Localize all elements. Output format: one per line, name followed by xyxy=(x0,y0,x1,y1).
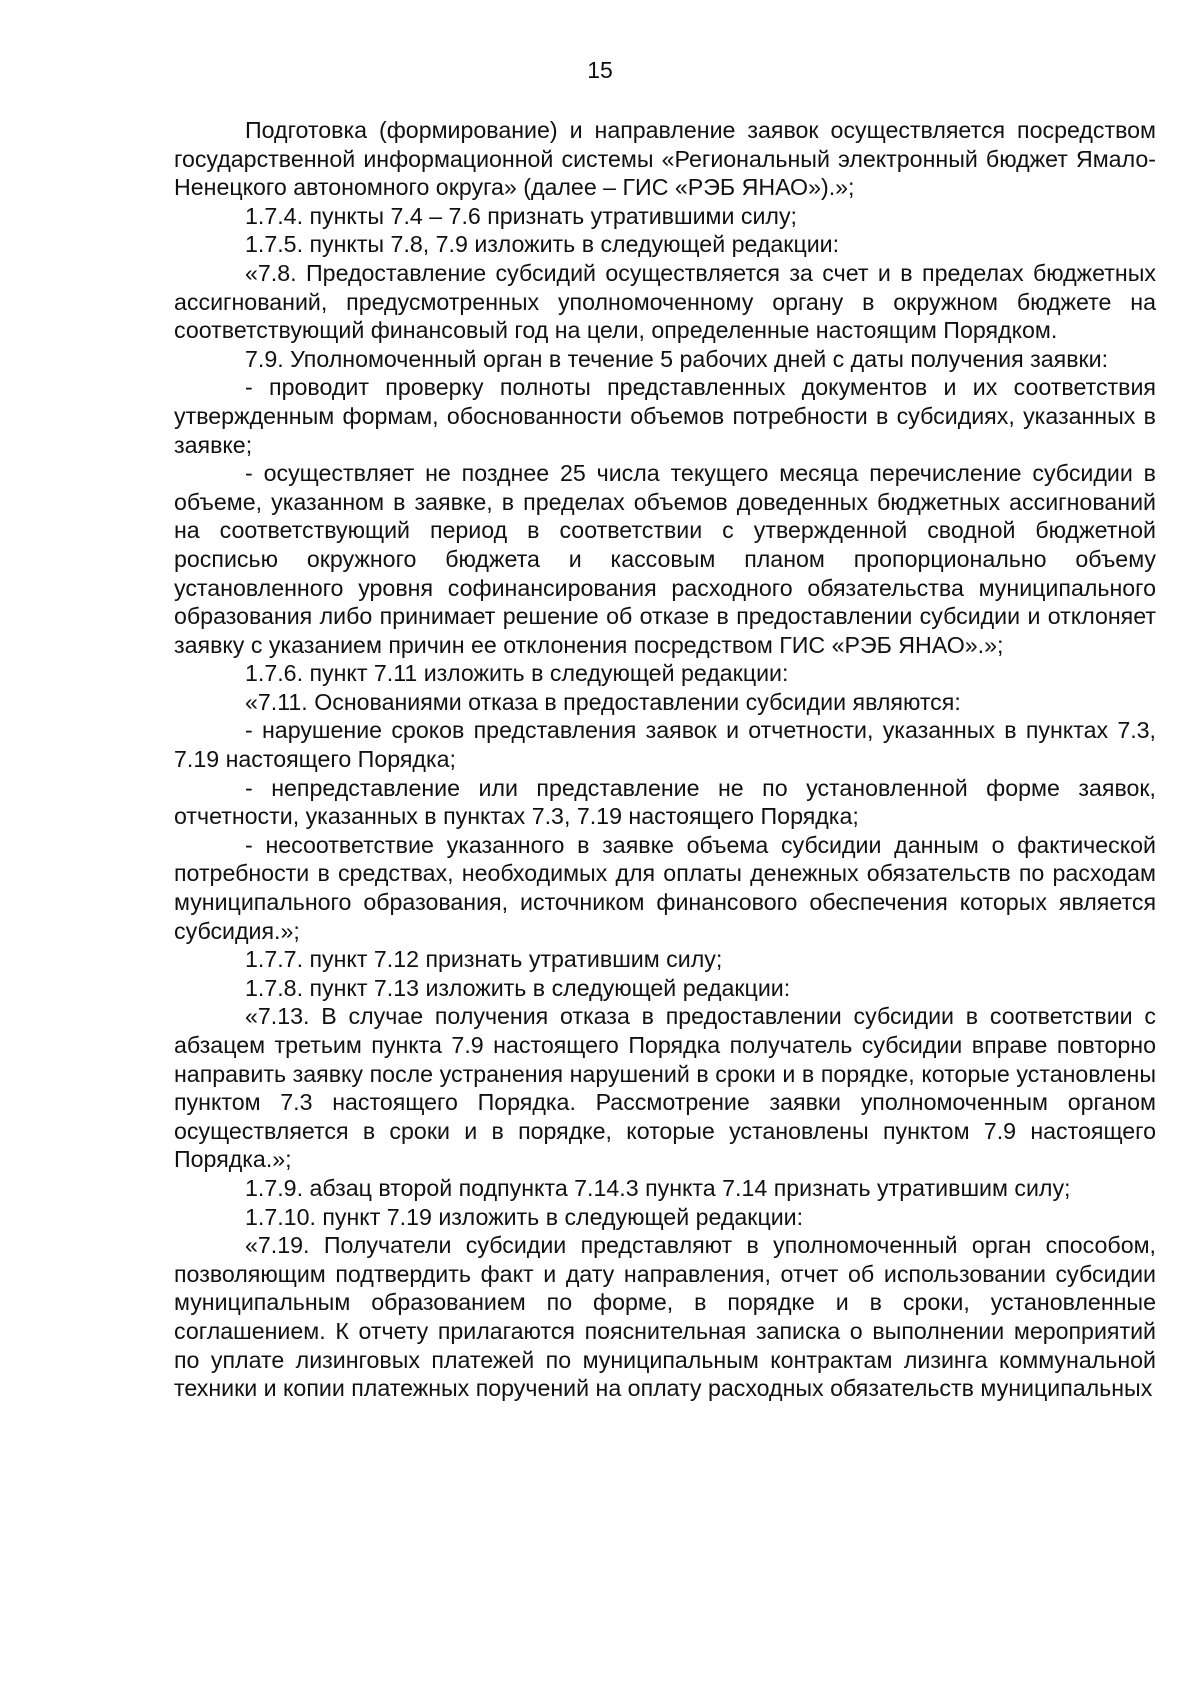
paragraph: 1.7.4. пункты 7.4 – 7.6 признать утратившими силу; xyxy=(245,202,797,229)
paragraph: Подготовка (формирование) и направление заявок осуществляется посредством государственной информационной системы «Региональный электронный бюджет Ямало-Ненецкого автономного округа» (далее – ГИС «РЭБ ЯНАО»).»; xyxy=(174,117,1156,201)
list-item: - нарушение сроков представления заявок и отчетности, указанных в пунктах 7.3, 7.19 настоящего Порядка; xyxy=(174,717,1156,773)
list-item: - проводит проверку полноты представленных документов и их соответствия утвержденным формам, обоснованности объемов потребности в субсидиях, указанных в заявке; xyxy=(174,374,1156,458)
paragraph: 7.9. Уполномоченный орган в течение 5 рабочих дней с даты получения заявки: xyxy=(245,345,1109,372)
paragraph: 1.7.5. пункты 7.8, 7.9 изложить в следующей редакции: xyxy=(245,231,840,258)
list-item: - несоответствие указанного в заявке объема субсидии данным о фактической потребности в средствах, необходимых для оплаты денежных обязательств по расходам муниципального образования, источником финансового обеспечения которых является субсидия.»; xyxy=(174,831,1156,944)
paragraph: «7.11. Основаниями отказа в предоставлении субсидии являются: xyxy=(245,688,961,715)
page-number: 15 xyxy=(587,57,613,83)
paragraph: «7.19. Получатели субсидии представляют в уполномоченный орган способом, позволяющим подтвердить факт и дату направления, отчет об использовании субсидии муниципальным образованием по форме, в порядке и в сроки, установленные соглашением. К отчету прилагаются пояснительная записка о выполнении мероприятий по уплате лизинговых платежей по муниципальным контрактам лизинга коммунальной техники и копии платежных поручений на оплату расходных обязательств муниципальных xyxy=(174,1232,1156,1402)
paragraph: «7.13. В случае получения отказа в предоставлении субсидии в соответствии с абзацем третьим пункта 7.9 настоящего Порядка получатель субсидии вправе повторно направить заявку после устранения нарушений в сроки и в порядке, которые установлены пунктом 7.3 настоящего Порядка. Рассмотрение заявки уполномоченным органом осуществляется в сроки и в порядке, которые установлены пунктом 7.9 настоящего Порядка.»; xyxy=(174,1003,1156,1173)
list-item: - осуществляет не позднее 25 числа текущего месяца перечисление субсидии в объеме, указанном в заявке, в пределах объемов доведенных бюджетных ассигнований на соответствующий период в соответствии с утвержденной сводной бюджетной росписью окружного бюджета и кассовым планом пропорционально объему установленного уровня софинансирования расходного обязательства муниципального образования либо принимает решение об отказе в предоставлении субсидии и отклоняет заявку с указанием причин ее отклонения посредством ГИС «РЭБ ЯНАО».»; xyxy=(174,460,1156,658)
paragraph: 1.7.7. пункт 7.12 признать утратившим силу; xyxy=(245,946,723,973)
paragraph: 1.7.10. пункт 7.19 изложить в следующей редакции: xyxy=(245,1203,804,1230)
paragraph: «7.8. Предоставление субсидий осуществляется за счет и в пределах бюджетных ассигнований, предусмотренных уполномоченному органу в окружном бюджете на соответствующий финансовый год на цели, определенные настоящим Порядком. xyxy=(174,259,1156,344)
paragraph: 1.7.9. абзац второй подпункта 7.14.3 пункта 7.14 признать утратившим силу; xyxy=(245,1174,1071,1201)
list-item: - непредставление или представление не по установленной форме заявок, отчетности, указанных в пунктах 7.3, 7.19 настоящего Порядка; xyxy=(174,774,1156,830)
document-body xyxy=(174,116,1156,1403)
paragraph: 1.7.6. пункт 7.11 изложить в следующей редакции: xyxy=(245,660,789,687)
paragraph: 1.7.8. пункт 7.13 изложить в следующей редакции: xyxy=(245,974,791,1001)
